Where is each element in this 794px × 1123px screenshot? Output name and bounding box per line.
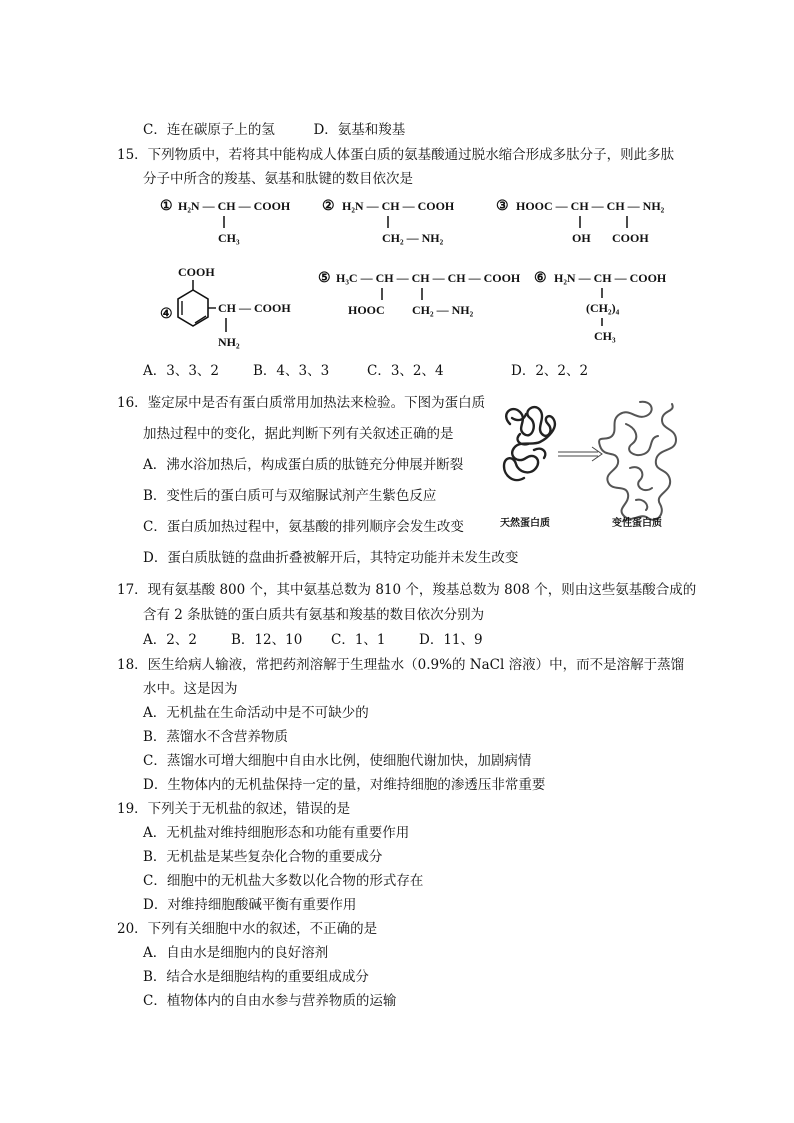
q16-stem-line2: 加热过程中的变化，据此判断下列有关叙述正确的是	[143, 426, 454, 442]
structure-2-main: H₂N — CH — COOH	[342, 199, 455, 213]
q15-option-d: D．2、2、2	[511, 363, 589, 379]
q16-option-d: D．蛋白质肽链的盘曲折叠被解开后，其特定功能并未发生改变	[143, 550, 519, 566]
structure-3-sub1: OH	[572, 231, 591, 245]
figure-label-native: 天然蛋白质	[500, 518, 550, 529]
structure-6-sub2: CH₃	[594, 329, 616, 343]
q15-stem-line1: 15．下列物质中，若将其中能构成人体蛋白质的氨基酸通过脱水缩合形成多肽分子，则此多肽	[117, 147, 675, 163]
q17-option-b: B．12、10	[231, 632, 303, 648]
q17-option-d: D．11、9	[419, 632, 483, 648]
structure-1-main: H₂N — CH — COOH	[178, 199, 291, 213]
structure-2-number: ②	[322, 199, 335, 214]
q19-stem: 19．下列关于无机盐的叙述，错误的是	[117, 801, 351, 817]
q19-option-d: D．对维持细胞酸碱平衡有重要作用	[143, 897, 357, 913]
q16-option-b: B．变性后的蛋白质可与双缩脲试剂产生紫色反应	[143, 488, 437, 504]
structure-6-number: ⑥	[534, 271, 547, 286]
q16-stem-line1: 16．鉴定尿中是否有蛋白质常用加热法来检验。下图为蛋白质	[117, 395, 486, 411]
q15-stem-line2: 分子中所含的羧基、氨基和肽键的数目依次是	[143, 171, 413, 187]
q18-option-b: B．蒸馏水不含营养物质	[143, 729, 288, 745]
structure-3	[496, 199, 665, 245]
structure-6-sub1: (CH₂)₄	[586, 301, 620, 315]
structure-3-number: ③	[496, 199, 509, 214]
structure-3-main: HOOC — CH — CH — NH₂	[516, 199, 665, 213]
arrow-right-icon	[558, 447, 602, 461]
q15-option-c: C．3、2、4	[367, 363, 444, 379]
structure-5-main: H₃C — CH — CH — CH — COOH	[336, 271, 521, 285]
q15-option-a: A．3、3、2	[143, 363, 220, 379]
structure-2-sub: CH₂ — NH₂	[382, 231, 444, 245]
protein-denaturation-figure	[490, 394, 690, 534]
structure-4-top: COOH	[178, 265, 215, 279]
structure-3-sub2: COOH	[612, 231, 649, 245]
denatured-protein-icon	[599, 402, 676, 520]
q20-option-a: A．自由水是细胞内的良好溶剂	[143, 945, 329, 961]
q18-option-d: D．生物体内的无机盐保持一定的量，对维持细胞的渗透压非常重要	[143, 777, 546, 793]
q14-option-d: D．氨基和羧基	[313, 122, 406, 138]
q16-option-c: C．蛋白质加热过程中，氨基酸的排列顺序会发生改变	[143, 519, 464, 535]
q17-stem-line1: 17．现有氨基酸 800 个，其中氨基总数为 810 个，羧基总数为 808 个，则由这些氨基酸合成的	[117, 582, 697, 598]
q20-option-c: C．植物体内的自由水参与营养物质的运输	[143, 993, 397, 1009]
structure-4-right: CH — COOH	[218, 301, 291, 315]
structure-1-sub: CH₃	[218, 231, 240, 245]
structure-5-number: ⑤	[318, 271, 331, 286]
structure-5-sub2: CH₂ — NH₂	[412, 303, 474, 317]
structure-1	[160, 199, 291, 245]
structure-6	[534, 271, 667, 343]
structure-6-main: H₂N — CH — COOH	[554, 271, 667, 285]
q15-option-b: B．4、3、3	[253, 363, 330, 379]
q17-option-c: C．1、1	[331, 632, 386, 648]
structure-4	[160, 265, 291, 349]
structure-1-number: ①	[160, 199, 173, 214]
native-protein-icon	[504, 407, 555, 480]
q18-stem-line2: 水中。这是因为	[143, 681, 238, 697]
q18-option-a: A．无机盐在生命活动中是不可缺少的	[143, 705, 369, 721]
structure-4-sub: NH₂	[218, 335, 240, 349]
structure-4-number: ④	[160, 307, 173, 322]
q17-option-a: A．2、2	[143, 632, 197, 648]
q14-option-c: C．连在碳原子上的氢	[143, 122, 275, 138]
q16-option-a: A．沸水浴加热后，构成蛋白质的肽链充分伸展并断裂	[143, 457, 464, 473]
structure-2	[322, 199, 455, 245]
q20-stem: 20．下列有关细胞中水的叙述，不正确的是	[117, 921, 378, 937]
q17-stem-line2: 含有 2 条肽链的蛋白质共有氨基和羧基的数目依次分别为	[143, 607, 485, 623]
q20-option-b: B．结合水是细胞结构的重要组成成分	[143, 969, 369, 985]
figure-label-denatured: 变性蛋白质	[612, 518, 662, 529]
q14-options-row	[143, 121, 405, 139]
q19-option-b: B．无机盐是某些复杂化合物的重要成分	[143, 849, 383, 865]
structure-5-sub1: HOOC	[348, 303, 385, 317]
q18-stem-line1: 18．医生给病人输液，常把药剂溶解于生理盐水（0.9%的 NaCl 溶液）中，而不是溶解于蒸馏	[117, 657, 685, 673]
q19-option-a: A．无机盐对维持细胞形态和功能有重要作用	[143, 825, 410, 841]
q18-option-c: C．蒸馏水可增大细胞中自由水比例，使细胞代谢加快，加剧病情	[143, 753, 532, 769]
q19-option-c: C．细胞中的无机盐大多数以化合物的形式存在	[143, 873, 424, 889]
structure-5	[318, 271, 521, 317]
q15-structures-figure	[160, 190, 690, 360]
